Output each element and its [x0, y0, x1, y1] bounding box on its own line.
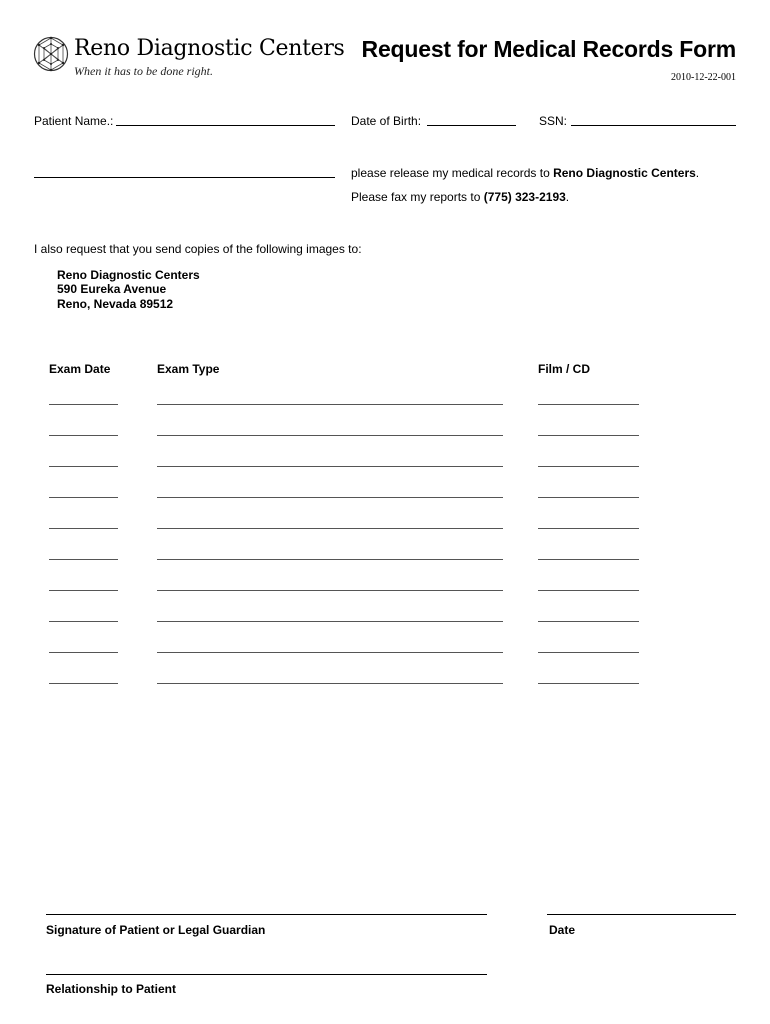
address-line-1: Reno Diagnostic Centers: [57, 268, 200, 282]
date-field[interactable]: [547, 914, 736, 915]
film-cd-field[interactable]: [538, 559, 639, 560]
film-cd-header: Film / CD: [538, 362, 591, 376]
exam-type-field[interactable]: [157, 497, 503, 498]
exam-type-field[interactable]: [157, 528, 503, 529]
logo-globe-icon: [33, 36, 69, 72]
images-request-text: I also request that you send copies of the following images to:: [34, 242, 362, 256]
film-cd-field[interactable]: [538, 466, 639, 467]
film-cd-field[interactable]: [538, 683, 639, 684]
relationship-label: Relationship to Patient: [46, 982, 177, 996]
release-text-suffix: .: [695, 166, 700, 180]
release-text-org: Reno Diagnostic Centers: [553, 166, 696, 180]
exam-type-field[interactable]: [157, 466, 503, 467]
film-cd-field[interactable]: [538, 404, 639, 405]
address-line-2: 590 Eureka Avenue: [57, 282, 167, 296]
exam-date-field[interactable]: [49, 435, 118, 436]
film-cd-field[interactable]: [538, 652, 639, 653]
exam-date-field[interactable]: [49, 497, 118, 498]
exam-date-field[interactable]: [49, 683, 118, 684]
fax-text-suffix: .: [565, 190, 570, 204]
page-title: Request for Medical Records Form: [361, 36, 736, 62]
exam-date-field[interactable]: [49, 466, 118, 467]
exam-type-field[interactable]: [157, 590, 503, 591]
exam-type-header: Exam Type: [157, 362, 220, 376]
address-line-3: Reno, Nevada 89512: [57, 297, 174, 311]
dob-label: Date of Birth:: [351, 114, 422, 128]
film-cd-field[interactable]: [538, 497, 639, 498]
fax-text-prefix: Please fax my reports to: [351, 190, 484, 204]
film-cd-field[interactable]: [538, 528, 639, 529]
exam-type-field[interactable]: [157, 404, 503, 405]
exam-type-field[interactable]: [157, 559, 503, 560]
exam-date-field[interactable]: [49, 559, 118, 560]
brand-name: Reno Diagnostic Centers: [74, 36, 345, 61]
ssn-label: SSN:: [539, 114, 568, 128]
signature-label: Signature of Patient or Legal Guardian: [46, 923, 266, 937]
brand-tagline: When it has to be done right.: [74, 64, 213, 78]
exam-date-field[interactable]: [49, 621, 118, 622]
patient-name-field[interactable]: [116, 125, 335, 126]
release-from-field[interactable]: [34, 177, 335, 178]
date-label: Date: [549, 923, 576, 937]
release-text: [351, 166, 699, 180]
exam-type-field[interactable]: [157, 621, 503, 622]
exam-date-header: Exam Date: [49, 362, 111, 376]
exam-date-field[interactable]: [49, 652, 118, 653]
film-cd-field[interactable]: [538, 590, 639, 591]
exam-type-field[interactable]: [157, 652, 503, 653]
film-cd-field[interactable]: [538, 621, 639, 622]
ssn-field[interactable]: [571, 125, 736, 126]
signature-field[interactable]: [46, 914, 487, 915]
release-text-prefix: please release my medical records to: [351, 166, 554, 180]
exam-date-field[interactable]: [49, 404, 118, 405]
exam-date-field[interactable]: [49, 590, 118, 591]
exam-type-field[interactable]: [157, 683, 503, 684]
exam-type-field[interactable]: [157, 435, 503, 436]
patient-name-label: Patient Name.:: [34, 114, 114, 128]
film-cd-field[interactable]: [538, 435, 639, 436]
form-code: 2010-12-22-001: [671, 72, 736, 83]
exam-date-field[interactable]: [49, 528, 118, 529]
dob-field[interactable]: [427, 125, 516, 126]
relationship-field[interactable]: [46, 974, 487, 975]
fax-text: [351, 190, 569, 204]
fax-number: (775) 323-2193: [483, 190, 566, 204]
